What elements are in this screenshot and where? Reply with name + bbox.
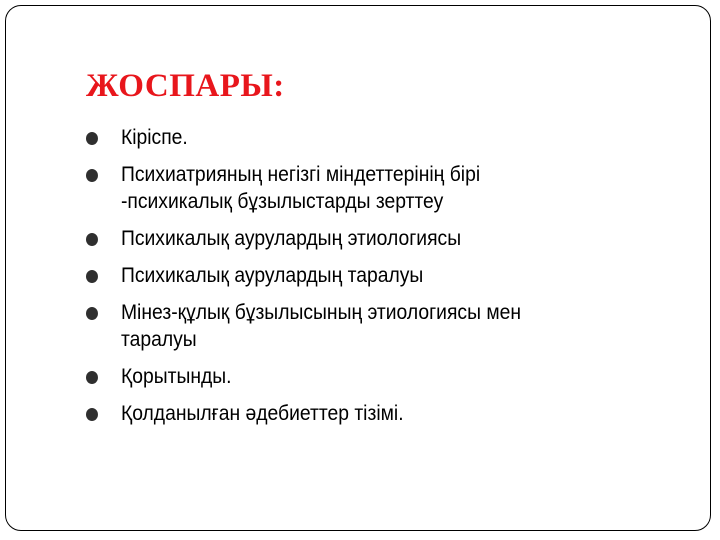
list-item-text: Қорытынды. bbox=[120, 365, 232, 388]
list-item bbox=[86, 400, 620, 427]
list-item bbox=[86, 299, 620, 353]
list-item bbox=[86, 161, 620, 215]
bullet-dot-icon bbox=[86, 132, 98, 145]
bullet-list bbox=[86, 124, 666, 437]
list-item bbox=[86, 225, 620, 252]
bullet-dot-icon bbox=[86, 371, 98, 384]
bullet-dot-icon bbox=[86, 408, 98, 421]
list-item-text: Психикалық аурулардың этиологиясы bbox=[120, 227, 462, 250]
bullet-dot-icon bbox=[86, 169, 98, 182]
list-item bbox=[86, 124, 620, 151]
slide-frame bbox=[5, 5, 711, 531]
list-item-text: Кіріспе. bbox=[120, 126, 188, 149]
list-item-text: Қолданылған әдебиеттер тізімі. bbox=[120, 402, 404, 425]
list-item bbox=[86, 363, 620, 390]
list-item bbox=[86, 262, 620, 289]
list-item-text: Мінез-құлық бұзылысының этиологиясы мен таралуы bbox=[120, 301, 522, 351]
bullet-dot-icon bbox=[86, 270, 98, 283]
list-item-text: Психикалық аурулардың таралуы bbox=[120, 264, 424, 287]
list-item-text: Психиатрияның негізгі міндеттерінің бірі -психикалық бұзылыстарды зерттеу bbox=[120, 163, 481, 213]
slide-title: ЖОСПАРЫ: bbox=[86, 68, 285, 104]
bullet-dot-icon bbox=[86, 233, 98, 246]
bullet-dot-icon bbox=[86, 307, 98, 320]
